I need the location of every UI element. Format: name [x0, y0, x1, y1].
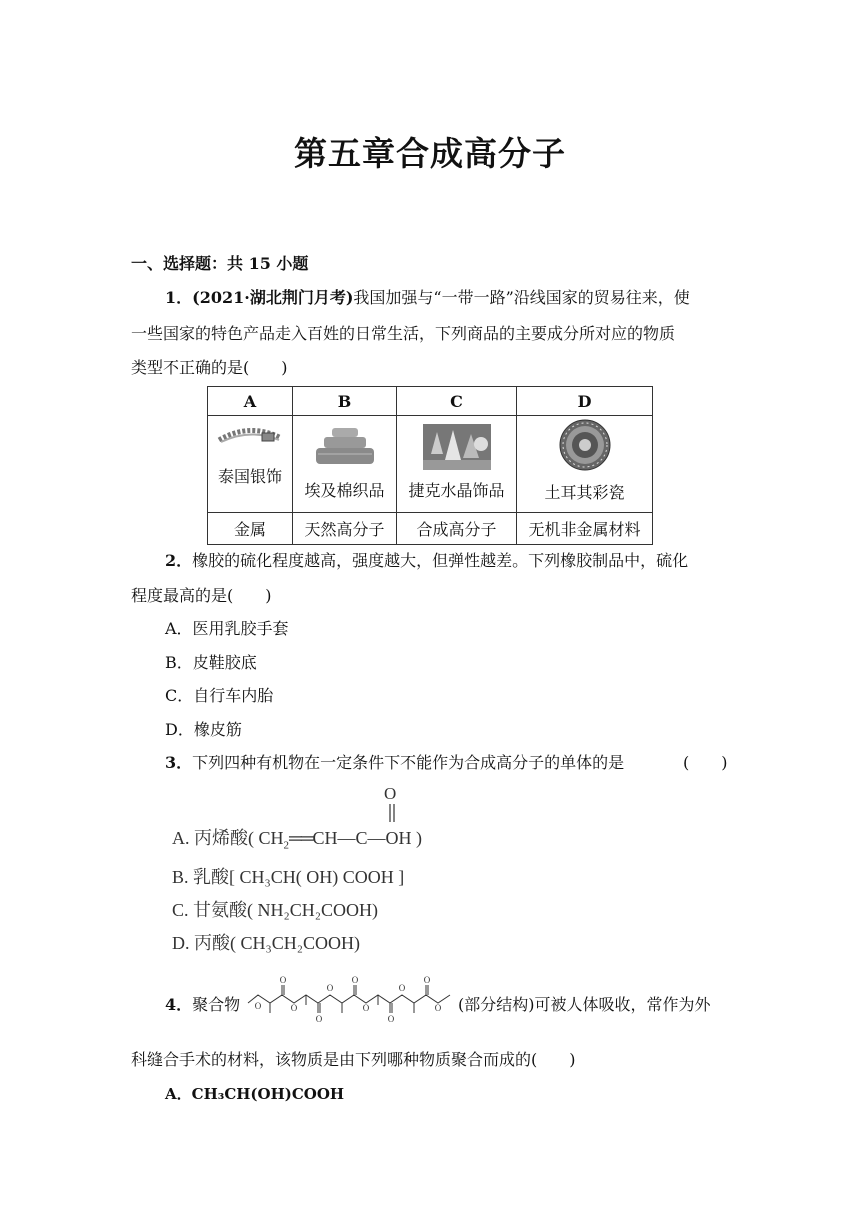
section-heading: 一、选择题：共 15 小题: [131, 254, 309, 273]
question-4-suffix: (部分结构)可被人体吸收，常作为外: [458, 995, 711, 1014]
svg-text:O: O: [279, 975, 287, 985]
question-1-number: 1．: [165, 288, 193, 307]
item-c-name: 捷克水晶饰品: [408, 481, 505, 500]
item-d-cell: [517, 416, 653, 513]
item-c-cell: [397, 416, 517, 513]
cotton-towels-image: [310, 424, 380, 470]
question-2-option-c: C．自行车内胎: [165, 686, 274, 705]
type-b: 天然高分子: [293, 513, 397, 545]
question-4-prefix: 聚合物: [192, 995, 241, 1014]
question-3-option-d: D. 丙酸( CH₃CH₂COOH): [172, 933, 361, 953]
question-3-option-a: A. 丙烯酸( $CH_2══CH—C—OH$ ): [172, 828, 423, 852]
svg-text:O: O: [290, 1003, 298, 1013]
table-type-row: [208, 513, 653, 545]
option-a-carbonyl-oxygen: O: [384, 784, 397, 803]
question-2-option-a: A．医用乳胶手套: [165, 619, 289, 638]
header-d: D: [517, 387, 653, 416]
table-image-row: [208, 416, 653, 513]
question-1-line-1: [165, 280, 690, 316]
question-2-text: 橡胶的硫化程度越高，强度越大，但弹性越差。下列橡胶制品中，硫化: [192, 551, 689, 570]
page-title: 第五章合成高分子: [294, 134, 566, 173]
question-3-line-1: [165, 745, 624, 781]
question-3-option-c: C. 甘氨酸( NH₂CH₂COOH): [172, 900, 379, 920]
question-3-answer-paren: ( ): [683, 753, 728, 772]
type-d: 无机非金属材料: [517, 513, 653, 545]
table-header-row: [208, 387, 653, 416]
item-a-cell: [208, 416, 293, 513]
question-2-option-b: B．皮鞋胶底: [165, 653, 257, 672]
svg-text:O: O: [423, 975, 431, 985]
header-b: B: [293, 387, 397, 416]
question-1-table: [207, 386, 653, 545]
carbonyl-double-bond: [386, 804, 398, 822]
question-1-text: 我国加强与“一带一路”沿线国家的贸易往来，使: [353, 288, 690, 307]
question-2-line-1: [165, 543, 688, 579]
svg-text:O: O: [315, 1014, 323, 1024]
item-d-name: 土耳其彩瓷: [544, 483, 625, 502]
svg-text:O: O: [254, 1001, 262, 1011]
question-4-option-a: A．CH₃CH(OH)COOH: [165, 1085, 345, 1103]
question-4-number: 4．: [165, 995, 193, 1014]
item-a-name: 泰国银饰: [217, 467, 282, 486]
svg-text:O: O: [351, 975, 359, 985]
question-3-text: 下列四种有机物在一定条件下不能作为合成高分子的单体的是: [192, 753, 625, 772]
question-2-number: 2．: [165, 551, 193, 570]
svg-text:O: O: [387, 1014, 395, 1024]
type-c: 合成高分子: [397, 513, 517, 545]
svg-text:O: O: [326, 983, 334, 993]
question-3-number: 3．: [165, 753, 193, 772]
option-a-formula-start: ( CH: [248, 828, 284, 848]
header-c: C: [397, 387, 517, 416]
question-3-option-b: B. 乳酸[ CH₃CH( OH) COOH ]: [172, 867, 405, 887]
question-2-line-2: 程度最高的是( ): [131, 586, 272, 605]
question-1-source: (2021·湖北荆门月考): [192, 288, 354, 307]
type-a: 金属: [208, 513, 293, 545]
option-a-label: A. 丙烯酸: [172, 828, 248, 848]
question-1-line-3: 类型不正确的是( ): [131, 358, 288, 377]
svg-text:O: O: [398, 983, 406, 993]
option-a-formula-end: CH—C—OH ): [312, 828, 423, 848]
question-4-line-2: 科缝合手术的材料，该物质是由下列哪种物质聚合而成的( ): [131, 1050, 576, 1069]
header-a: A: [208, 387, 293, 416]
ceramic-plate-image: [558, 418, 612, 472]
item-b-name: 埃及棉织品: [304, 481, 385, 500]
svg-text:O: O: [434, 1003, 442, 1013]
question-2-option-d: D．橡皮筋: [165, 720, 242, 739]
question-4-prefix-line: [165, 987, 240, 1023]
item-b-cell: [293, 416, 397, 513]
svg-text:O: O: [362, 1003, 370, 1013]
polylactide-structure-image: [244, 975, 458, 1031]
question-1-line-2: 一些国家的特色产品走入百姓的日常生活，下列商品的主要成分所对应的物质: [131, 324, 676, 343]
crystal-glassware-image: [423, 424, 491, 470]
silver-bracelet-image: [215, 424, 285, 452]
